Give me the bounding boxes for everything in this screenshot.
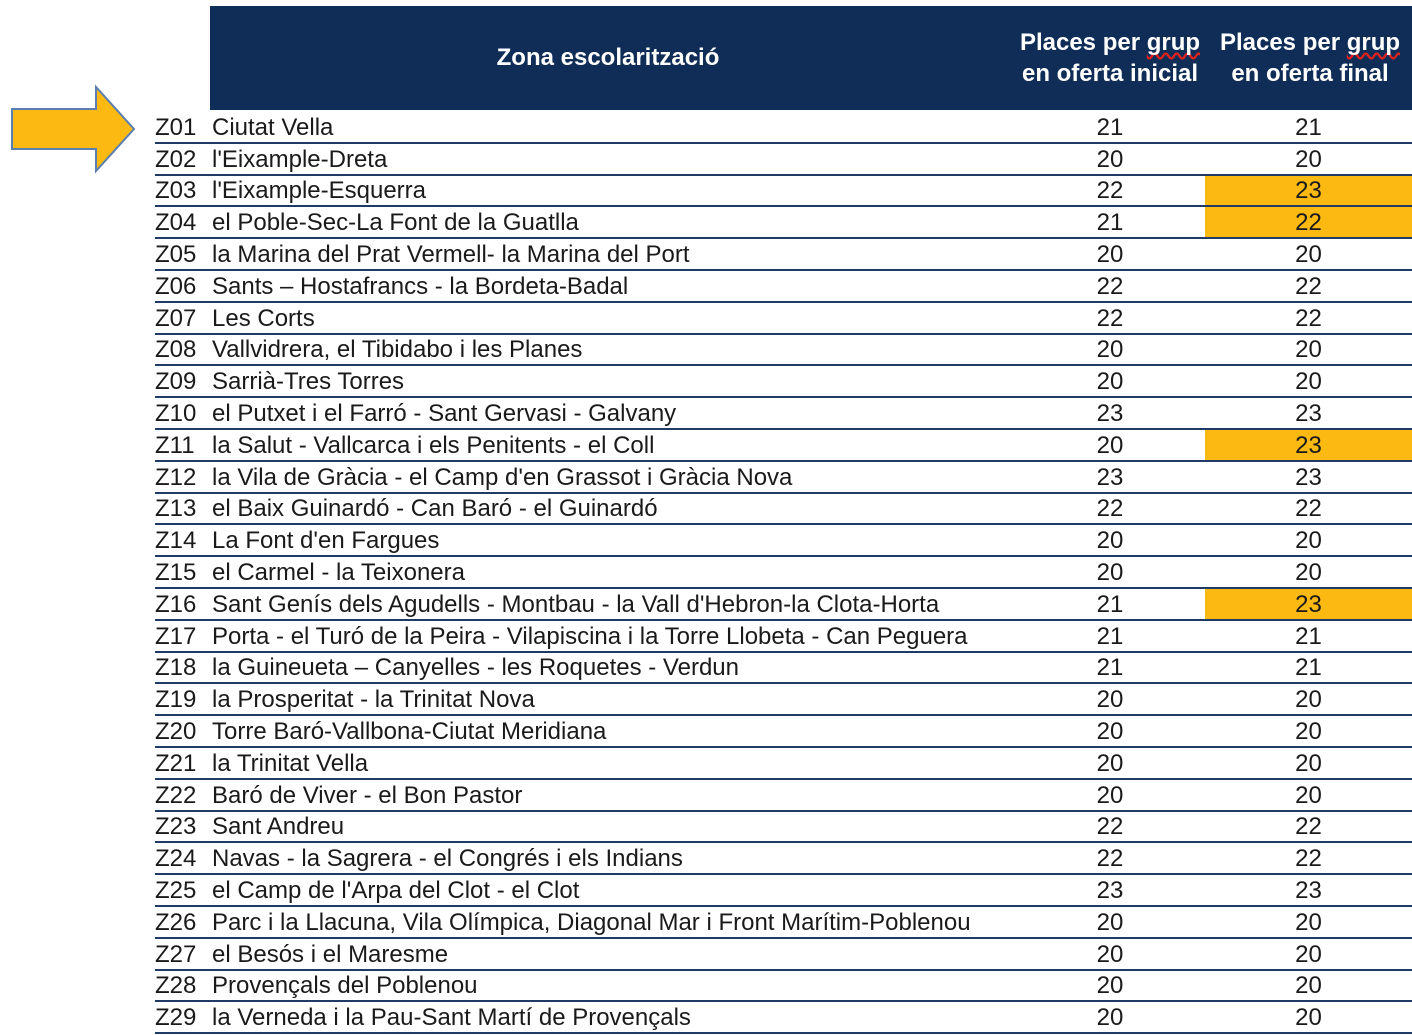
final-places-cell — [1205, 303, 1412, 333]
zone-code: Z01 — [155, 113, 197, 141]
final-places-cell — [1205, 335, 1412, 365]
final-places: 20 — [1295, 781, 1322, 809]
zone-name: Sant Andreu — [212, 813, 345, 841]
final-places-cell — [1205, 939, 1412, 969]
final-places: 20 — [1295, 368, 1322, 396]
zone-code: Z23 — [155, 813, 197, 841]
final-places: 23 — [1295, 177, 1322, 205]
zone-name: Les Corts — [212, 304, 315, 332]
zone-name: la Prosperitat - la Trinitat Nova — [212, 686, 535, 714]
zone-name: la Trinitat Vella — [212, 749, 369, 777]
final-places: 20 — [1295, 336, 1322, 364]
initial-places: 22 — [1096, 177, 1124, 205]
zone-code: Z26 — [155, 908, 197, 936]
zone-name: La Font d'en Fargues — [212, 527, 440, 555]
zone-name: el Putxet i el Farró - Sant Gervasi - Galvany — [212, 399, 677, 427]
zone-code: Z21 — [155, 749, 197, 777]
final-places: 21 — [1295, 654, 1322, 682]
final-places-cell — [1205, 525, 1412, 555]
zone-code: Z25 — [155, 876, 197, 904]
final-places: 21 — [1295, 113, 1322, 141]
initial-places: 20 — [1096, 431, 1124, 459]
initial-places: 20 — [1096, 558, 1124, 586]
initial-places: 20 — [1096, 972, 1124, 1000]
zone-name: Porta - el Turó de la Peira - Vilapiscina i la Torre Llobeta - Can Peguera — [212, 622, 968, 650]
final-places-cell-highlighted — [1205, 207, 1412, 237]
zone-code: Z18 — [155, 654, 197, 682]
table-row — [155, 1002, 1412, 1034]
zone-code: Z09 — [155, 368, 197, 396]
table-row — [155, 621, 1412, 653]
final-places: 22 — [1295, 209, 1322, 237]
final-places-cell — [1205, 875, 1412, 905]
final-places: 22 — [1295, 495, 1322, 523]
initial-places: 20 — [1096, 686, 1124, 714]
zone-name: la Salut - Vallcarca i els Penitents - el Coll — [212, 431, 655, 459]
final-places-cell — [1205, 366, 1412, 396]
final-places-cell — [1205, 843, 1412, 873]
final-places-cell — [1205, 812, 1412, 842]
initial-places: 20 — [1096, 940, 1124, 968]
initial-places: 20 — [1096, 908, 1124, 936]
zone-code: Z16 — [155, 590, 197, 618]
zone-name: Sarrià-Tres Torres — [212, 368, 405, 396]
table-row — [155, 843, 1412, 875]
zones-table-body — [155, 112, 1412, 1034]
final-places: 20 — [1295, 717, 1322, 745]
initial-places: 22 — [1096, 845, 1124, 873]
zone-name: el Baix Guinardó - Can Baró - el Guinardó — [212, 495, 658, 523]
pointer-arrow-icon — [10, 84, 136, 174]
final-places-cell — [1205, 557, 1412, 587]
table-row — [155, 112, 1412, 144]
zone-code: Z10 — [155, 399, 197, 427]
final-places: 23 — [1295, 590, 1322, 618]
final-places-cell — [1205, 971, 1412, 1001]
zone-code: Z15 — [155, 558, 197, 586]
table-row — [155, 716, 1412, 748]
initial-places: 22 — [1096, 813, 1124, 841]
table-row — [155, 748, 1412, 780]
zone-name: la Marina del Prat Vermell- la Marina del Port — [212, 240, 690, 268]
initial-places: 21 — [1096, 622, 1124, 650]
table-header — [210, 6, 1412, 110]
initial-places: 23 — [1096, 876, 1124, 904]
final-places-cell — [1205, 780, 1412, 810]
initial-places: 20 — [1096, 717, 1124, 745]
zone-name: Sant Genís dels Agudells - Montbau - la Vall d'Hebron-la Clota-Horta — [212, 590, 940, 618]
table-row — [155, 812, 1412, 844]
zone-name: Sants – Hostafrancs - la Bordeta-Badal — [212, 272, 629, 300]
final-places: 22 — [1295, 845, 1322, 873]
zone-code: Z17 — [155, 622, 197, 650]
table-row — [155, 335, 1412, 367]
zone-name: Navas - la Sagrera - el Congrés i els Indians — [212, 845, 683, 873]
table-row — [155, 525, 1412, 557]
table-row — [155, 176, 1412, 208]
final-places-cell-highlighted — [1205, 430, 1412, 460]
zone-code: Z05 — [155, 240, 197, 268]
zone-name: la Vila de Gràcia - el Camp d'en Grassot i Gràcia Nova — [212, 463, 793, 491]
final-places: 22 — [1295, 813, 1322, 841]
initial-places: 21 — [1096, 590, 1124, 618]
zone-code: Z14 — [155, 527, 197, 555]
table-row — [155, 462, 1412, 494]
final-places: 20 — [1295, 940, 1322, 968]
final-places-cell — [1205, 462, 1412, 492]
zone-name: el Besós i el Maresme — [212, 940, 449, 968]
zone-code: Z13 — [155, 495, 197, 523]
zone-code: Z24 — [155, 845, 197, 873]
initial-places: 20 — [1096, 336, 1124, 364]
initial-places: 20 — [1096, 781, 1124, 809]
zone-name: Provençals del Poblenou — [212, 972, 478, 1000]
final-places: 20 — [1295, 908, 1322, 936]
initial-places: 20 — [1096, 368, 1124, 396]
zone-code: Z07 — [155, 304, 197, 332]
final-places: 20 — [1295, 1004, 1322, 1032]
table-row — [155, 366, 1412, 398]
zone-name: Torre Baró-Vallbona-Ciutat Meridiana — [212, 717, 607, 745]
zone-name: Vallvidrera, el Tibidabo i les Planes — [212, 336, 583, 364]
table-row — [155, 875, 1412, 907]
zone-name: l'Eixample-Dreta — [212, 145, 388, 173]
zone-code: Z02 — [155, 145, 197, 173]
final-places: 22 — [1295, 272, 1322, 300]
table-row — [155, 430, 1412, 462]
zone-code: Z22 — [155, 781, 197, 809]
zone-name: el Camp de l'Arpa del Clot - el Clot — [212, 876, 580, 904]
table-row — [155, 207, 1412, 239]
table-row — [155, 239, 1412, 271]
zone-code: Z08 — [155, 336, 197, 364]
zone-code: Z04 — [155, 209, 197, 237]
initial-places: 20 — [1096, 145, 1124, 173]
final-places: 22 — [1295, 304, 1322, 332]
final-places: 23 — [1295, 431, 1322, 459]
table-row — [155, 398, 1412, 430]
zone-name: la Verneda i la Pau-Sant Martí de Provençals — [212, 1004, 691, 1032]
zone-code: Z27 — [155, 940, 197, 968]
table-row — [155, 653, 1412, 685]
zone-name: l'Eixample-Esquerra — [212, 177, 426, 205]
final-places-cell — [1205, 907, 1412, 937]
final-places-cell — [1205, 398, 1412, 428]
initial-places: 20 — [1096, 1004, 1124, 1032]
initial-places: 23 — [1096, 399, 1124, 427]
final-places: 20 — [1295, 686, 1322, 714]
zone-name: la Guineueta – Canyelles - les Roquetes - Verdun — [212, 654, 739, 682]
table-row — [155, 939, 1412, 971]
final-places: 23 — [1295, 876, 1322, 904]
table-row — [155, 684, 1412, 716]
final-places: 20 — [1295, 145, 1322, 173]
initial-places: 22 — [1096, 272, 1124, 300]
initial-places: 22 — [1096, 495, 1124, 523]
initial-places: 23 — [1096, 463, 1124, 491]
final-places: 20 — [1295, 527, 1322, 555]
zone-name: Baró de Viver - el Bon Pastor — [212, 781, 523, 809]
final-places-cell — [1205, 1002, 1412, 1032]
initial-places: 22 — [1096, 304, 1124, 332]
final-places-cell — [1205, 653, 1412, 683]
zone-code: Z06 — [155, 272, 197, 300]
spellcheck-word: grup — [1146, 29, 1201, 56]
final-places-cell-highlighted — [1205, 176, 1412, 206]
final-places: 23 — [1295, 463, 1322, 491]
final-places-cell — [1205, 112, 1412, 142]
final-places-cell — [1205, 684, 1412, 714]
table-row — [155, 494, 1412, 526]
final-places-cell — [1205, 621, 1412, 651]
zone-code: Z29 — [155, 1004, 197, 1032]
zone-code: Z12 — [155, 463, 197, 491]
zone-name: el Carmel - la Teixonera — [212, 558, 465, 586]
zone-code: Z19 — [155, 686, 197, 714]
header-zone: Zona escolarització — [496, 44, 720, 71]
initial-places: 21 — [1096, 209, 1124, 237]
initial-places: 21 — [1096, 654, 1124, 682]
final-places: 20 — [1295, 558, 1322, 586]
table-row — [155, 303, 1412, 335]
zone-code: Z03 — [155, 177, 197, 205]
final-places: 21 — [1295, 622, 1322, 650]
final-places-cell — [1205, 144, 1412, 174]
final-places-cell — [1205, 271, 1412, 301]
zone-name: Ciutat Vella — [212, 113, 334, 141]
zone-name: el Poble-Sec-La Font de la Guatlla — [212, 209, 579, 237]
final-places-cell — [1205, 716, 1412, 746]
table-row — [155, 971, 1412, 1003]
initial-places: 21 — [1096, 113, 1124, 141]
initial-places: 20 — [1096, 527, 1124, 555]
header-initial-offer: Places per grup en oferta inicial — [1019, 29, 1201, 87]
final-places-cell — [1205, 239, 1412, 269]
table-row — [155, 144, 1412, 176]
zone-code: Z20 — [155, 717, 197, 745]
final-places: 20 — [1295, 749, 1322, 777]
final-places-cell — [1205, 494, 1412, 524]
table-row — [155, 780, 1412, 812]
zone-code: Z28 — [155, 972, 197, 1000]
final-places-cell — [1205, 748, 1412, 778]
table-row — [155, 557, 1412, 589]
initial-places: 20 — [1096, 240, 1124, 268]
final-places-cell-highlighted — [1205, 589, 1412, 619]
final-places: 20 — [1295, 972, 1322, 1000]
zone-name: Parc i la Llacuna, Vila Olímpica, Diagonal Mar i Front Marítim-Poblenou — [212, 908, 971, 936]
table-row — [155, 271, 1412, 303]
zone-code: Z11 — [155, 431, 195, 459]
final-places: 20 — [1295, 240, 1322, 268]
spellcheck-word: grup — [1346, 29, 1401, 56]
table-row — [155, 589, 1412, 621]
table-row — [155, 907, 1412, 939]
final-places: 23 — [1295, 399, 1322, 427]
initial-places: 20 — [1096, 749, 1124, 777]
header-final-offer: Places per grup en oferta final — [1219, 29, 1401, 87]
